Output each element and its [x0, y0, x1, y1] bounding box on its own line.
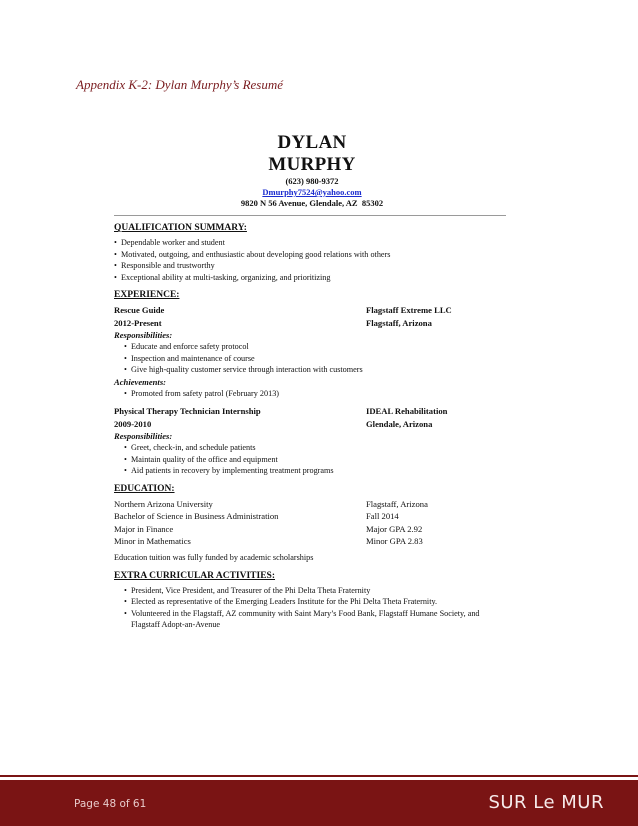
contact-block	[232, 176, 392, 209]
list-item: • Volunteered in the Flagstaff, AZ community with Saint Mary’s Food Bank, Flagstaff Humane Society, and Flagstaff Adopt-an-Avenue	[124, 608, 506, 631]
list-item: • Greet, check-in, and schedule patients	[124, 442, 506, 454]
footer-bar	[0, 780, 638, 826]
resume	[114, 132, 506, 631]
education-row	[114, 535, 506, 548]
education-row	[114, 510, 506, 523]
job-title: Physical Therapy Technician Internship	[114, 406, 261, 416]
list-item: • Educate and enforce safety protocol	[124, 341, 506, 353]
extracurricular-list	[114, 585, 506, 631]
list-item: • Give high-quality customer service through interaction with customers	[124, 364, 506, 376]
job-dates: 2012-Present	[114, 317, 162, 328]
achievements-label: Achievements:	[114, 376, 167, 387]
job-dates: 2009-2010	[114, 418, 152, 429]
list-item: • Maintain quality of the office and equipment	[124, 454, 506, 466]
education-note: Education tuition was fully funded by academic scholarships	[114, 552, 314, 562]
list-item: • Elected as representative of the Emerging Leaders Institute for the Phi Delta Theta Fraternity.	[124, 596, 506, 608]
education-row	[114, 498, 506, 511]
education-right: Major GPA 2.92	[366, 523, 423, 534]
education-left: Major in Finance	[114, 523, 174, 534]
list-item: • Dependable worker and student	[114, 237, 506, 249]
job-title: Rescue Guide	[114, 305, 165, 315]
job-row	[114, 405, 506, 418]
appendix-title: Appendix K-2: Dylan Murphy’s Resumé	[76, 77, 283, 92]
qualification-heading: QUALIFICATION SUMMARY:	[114, 223, 247, 233]
education-left: Minor in Mathematics	[114, 536, 191, 546]
email-link[interactable]: Dmurphy7524@yahoo.com	[262, 187, 362, 197]
extracurricular-heading: EXTRA CURRICULAR ACTIVITIES:	[114, 570, 276, 581]
job-employer: IDEAL Rehabilitation	[366, 406, 448, 416]
job-employer: Flagstaff Extreme LLC	[366, 305, 452, 315]
divider	[114, 215, 506, 216]
list-item: • Responsible and trustworthy	[114, 260, 506, 272]
education-left: Bachelor of Science in Business Administration	[114, 511, 279, 521]
achievements-list	[114, 388, 506, 400]
responsibilities-list	[114, 442, 506, 477]
responsibilities-label: Responsibilities:	[114, 330, 173, 340]
education-heading: EDUCATION:	[114, 483, 175, 494]
education-right: Minor GPA 2.83	[366, 536, 423, 546]
phone: (623) 980-9372	[285, 176, 339, 186]
job-location: Glendale, Arizona	[366, 418, 433, 429]
job-row	[114, 317, 506, 330]
list-item: • Motivated, outgoing, and enthusiastic about developing good relations with others	[114, 249, 506, 261]
responsibilities-list	[114, 341, 506, 376]
education-right: Fall 2014	[366, 511, 399, 521]
job-row	[114, 418, 506, 431]
list-item: • President, Vice President, and Treasurer of the Phi Delta Theta Fraternity	[124, 585, 506, 597]
page-number: Page 48 of 61	[74, 798, 147, 810]
list-item: • Exceptional ability at multi-tasking, organizing, and prioritizing	[114, 272, 506, 284]
resume-name: DYLAN MURPHY	[268, 132, 356, 175]
responsibilities-label: Responsibilities:	[114, 431, 173, 441]
list-item: • Promoted from safety patrol (February 2013)	[124, 388, 506, 400]
education-row	[114, 523, 506, 536]
experience-heading: EXPERIENCE:	[114, 290, 180, 300]
list-item: • Inspection and maintenance of course	[124, 353, 506, 365]
education-right: Flagstaff, Arizona	[366, 498, 428, 509]
address: 9820 N 56 Avenue, Glendale, AZ 85302	[240, 198, 384, 208]
job-location: Flagstaff, Arizona	[366, 317, 432, 328]
qualification-list	[114, 237, 506, 283]
brand-logo: SUR Le MUR	[488, 792, 604, 813]
list-item: • Aid patients in recovery by implementing treatment programs	[124, 465, 506, 477]
footer-divider	[0, 775, 638, 777]
education-left: Northern Arizona University	[114, 498, 213, 509]
job-row	[114, 304, 506, 317]
